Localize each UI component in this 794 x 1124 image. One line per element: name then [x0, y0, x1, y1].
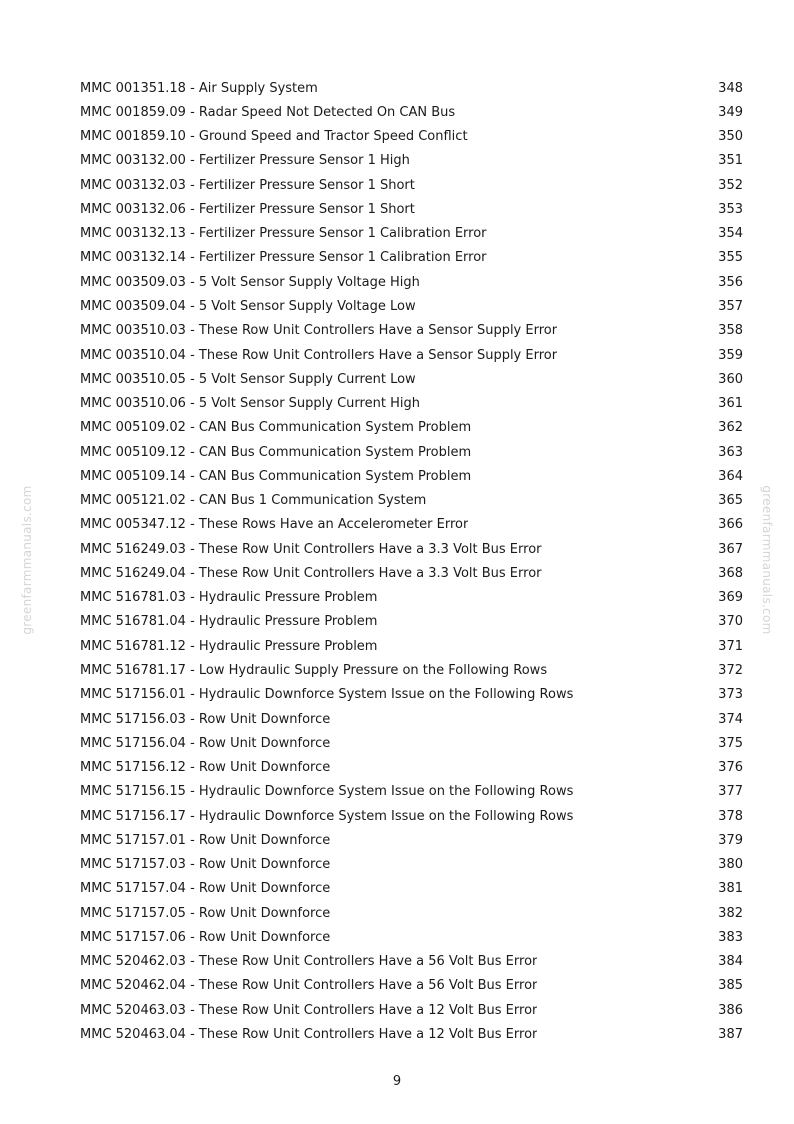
toc-entry-title: MMC 520462.03 - These Row Unit Controllers Have a 56 Volt Bus Error [80, 954, 538, 970]
toc-entry-title: MMC 516781.04 - Hydraulic Pressure Problem [80, 614, 378, 630]
toc-entry-title: MMC 520463.03 - These Row Unit Controllers Have a 12 Volt Bus Error [80, 1002, 538, 1018]
toc-entry[interactable] [80, 901, 743, 925]
toc-entry[interactable] [80, 319, 743, 343]
toc-entry[interactable] [80, 294, 743, 318]
toc-entry-page: 352 [718, 177, 743, 193]
toc-entry-title: MMC 517157.05 - Row Unit Downforce [80, 905, 331, 921]
toc-entry-title: MMC 516781.03 - Hydraulic Pressure Problem [80, 590, 378, 606]
toc-entry-page: 376 [718, 760, 743, 776]
toc-entry-page: 351 [718, 153, 743, 169]
toc-entry[interactable] [80, 100, 743, 124]
toc-entry-title: MMC 516781.17 - Low Hydraulic Supply Pressure on the Following Rows [80, 663, 548, 678]
toc-entry[interactable] [80, 246, 743, 270]
toc-entry-page: 386 [718, 1002, 743, 1018]
toc-entry[interactable] [80, 125, 743, 149]
toc-entry-title: MMC 005121.02 - CAN Bus 1 Communication System [80, 493, 427, 509]
table-of-contents [80, 76, 743, 1047]
toc-entry[interactable] [80, 634, 743, 658]
toc-entry-page: 383 [718, 929, 743, 945]
toc-entry[interactable] [80, 950, 743, 974]
toc-entry[interactable] [80, 149, 743, 173]
toc-entry-page: 381 [718, 881, 743, 897]
toc-entry[interactable] [80, 804, 743, 828]
toc-entry-page: 374 [718, 711, 743, 727]
toc-entry-title: MMC 003510.03 - These Row Unit Controllers Have a Sensor Supply Error [80, 323, 558, 339]
toc-entry[interactable] [80, 828, 743, 852]
toc-entry-page: 350 [718, 129, 743, 145]
toc-entry-title: MMC 520462.04 - These Row Unit Controllers Have a 56 Volt Bus Error [80, 978, 538, 994]
toc-entry-title: MMC 516249.03 - These Row Unit Controllers Have a 3.3 Volt Bus Error [80, 541, 542, 557]
toc-entry-title: MMC 001859.09 - Radar Speed Not Detected On CAN Bus [80, 104, 456, 120]
toc-entry[interactable] [80, 853, 743, 877]
toc-entry[interactable] [80, 610, 743, 634]
toc-entry-title: MMC 517156.12 - Row Unit Downforce [80, 760, 331, 776]
toc-entry-page: 377 [718, 784, 743, 800]
toc-entry-title: MMC 517156.03 - Row Unit Downforce [80, 711, 331, 727]
toc-entry-title: MMC 003132.03 - Fertilizer Pressure Sensor 1 Short [80, 177, 415, 193]
toc-entry-page: 363 [718, 444, 743, 460]
toc-entry-page: 348 [718, 80, 743, 96]
toc-entry-title: MMC 516781.12 - Hydraulic Pressure Problem [80, 638, 378, 654]
toc-entry-title: MMC 003509.04 - 5 Volt Sensor Supply Voltage Low [80, 299, 416, 315]
toc-entry-title: MMC 517157.03 - Row Unit Downforce [80, 857, 331, 873]
toc-entry[interactable] [80, 343, 743, 367]
toc-entry[interactable] [80, 755, 743, 779]
toc-entry[interactable] [80, 561, 743, 585]
toc-entry-page: 384 [718, 954, 743, 970]
toc-entry[interactable] [80, 416, 743, 440]
toc-entry[interactable] [80, 440, 743, 464]
toc-entry-title: MMC 517157.04 - Row Unit Downforce [80, 881, 331, 897]
toc-entry-page: 380 [718, 857, 743, 873]
toc-entry[interactable] [80, 537, 743, 561]
toc-entry-title: MMC 001859.10 - Ground Speed and Tractor Speed Conflict [80, 129, 468, 145]
toc-entry[interactable] [80, 998, 743, 1022]
toc-entry-page: 372 [718, 663, 743, 678]
toc-entry-page: 358 [718, 323, 743, 339]
toc-entry-title: MMC 005347.12 - These Rows Have an Accelerometer Error [80, 517, 469, 533]
toc-entry-page: 360 [718, 371, 743, 387]
toc-entry-title: MMC 003132.06 - Fertilizer Pressure Sensor 1 Short [80, 201, 415, 217]
toc-entry[interactable] [80, 658, 743, 682]
toc-entry[interactable] [80, 197, 743, 221]
toc-entry-page: 361 [718, 396, 743, 412]
toc-entry-page: 355 [718, 250, 743, 266]
toc-entry-page: 362 [718, 420, 743, 436]
toc-entry-page: 353 [718, 201, 743, 217]
toc-entry-title: MMC 001351.18 - Air Supply System [80, 80, 318, 96]
toc-entry[interactable] [80, 76, 743, 100]
toc-entry-title: MMC 517156.01 - Hydraulic Downforce System Issue on the Following Rows [80, 687, 574, 703]
toc-entry-title: MMC 003510.04 - These Row Unit Controllers Have a Sensor Supply Error [80, 347, 558, 363]
toc-entry-title: MMC 003132.00 - Fertilizer Pressure Sensor 1 High [80, 153, 410, 169]
toc-entry-page: 359 [718, 347, 743, 363]
toc-entry-page: 367 [718, 541, 743, 557]
toc-entry-page: 373 [718, 687, 743, 703]
toc-entry-title: MMC 517157.06 - Row Unit Downforce [80, 929, 331, 945]
toc-entry-page: 357 [718, 299, 743, 315]
toc-entry-page: 379 [718, 832, 743, 848]
toc-entry[interactable] [80, 1022, 743, 1046]
toc-entry-page: 365 [718, 493, 743, 509]
toc-entry-page: 370 [718, 614, 743, 630]
toc-entry-page: 378 [718, 808, 743, 824]
toc-entry[interactable] [80, 489, 743, 513]
toc-entry-page: 387 [718, 1026, 743, 1042]
toc-entry-title: MMC 516249.04 - These Row Unit Controllers Have a 3.3 Volt Bus Error [80, 565, 542, 581]
toc-entry[interactable] [80, 391, 743, 415]
toc-entry-title: MMC 517156.15 - Hydraulic Downforce System Issue on the Following Rows [80, 784, 574, 800]
toc-entry-page: 349 [718, 104, 743, 120]
toc-entry[interactable] [80, 270, 743, 294]
toc-entry[interactable] [80, 877, 743, 901]
watermark-right: greenfarmmanuals.com [760, 485, 774, 635]
toc-entry[interactable] [80, 513, 743, 537]
toc-entry[interactable] [80, 707, 743, 731]
toc-entry-page: 364 [718, 468, 743, 484]
toc-entry[interactable] [80, 925, 743, 949]
toc-entry[interactable] [80, 683, 743, 707]
page-number: 9 [392, 1074, 402, 1089]
toc-entry-title: MMC 003132.13 - Fertilizer Pressure Sensor 1 Calibration Error [80, 226, 487, 242]
toc-entry[interactable] [80, 367, 743, 391]
watermark-left: greenfarmmanuals.com [20, 485, 34, 635]
toc-entry[interactable] [80, 464, 743, 488]
toc-entry-page: 354 [718, 226, 743, 242]
toc-entry-title: MMC 005109.14 - CAN Bus Communication System Problem [80, 468, 472, 484]
toc-entry-page: 369 [718, 590, 743, 606]
toc-entry-page: 371 [718, 638, 743, 654]
toc-entry-title: MMC 003509.03 - 5 Volt Sensor Supply Voltage High [80, 274, 420, 290]
toc-entry-title: MMC 003510.06 - 5 Volt Sensor Supply Current High [80, 396, 420, 412]
toc-entry[interactable] [80, 173, 743, 197]
toc-entry-title: MMC 005109.12 - CAN Bus Communication System Problem [80, 444, 472, 460]
toc-entry-title: MMC 517156.17 - Hydraulic Downforce System Issue on the Following Rows [80, 808, 574, 824]
toc-entry-page: 356 [718, 274, 743, 290]
toc-entry-title: MMC 003510.05 - 5 Volt Sensor Supply Current Low [80, 371, 416, 387]
toc-entry[interactable] [80, 974, 743, 998]
toc-entry-page: 385 [718, 978, 743, 994]
toc-entry-page: 366 [718, 517, 743, 533]
toc-entry-title: MMC 517157.01 - Row Unit Downforce [80, 832, 331, 848]
toc-entry-title: MMC 005109.02 - CAN Bus Communication System Problem [80, 420, 472, 436]
toc-entry-title: MMC 003132.14 - Fertilizer Pressure Sensor 1 Calibration Error [80, 250, 487, 266]
toc-entry[interactable] [80, 780, 743, 804]
toc-entry-page: 382 [718, 905, 743, 921]
toc-entry-title: MMC 520463.04 - These Row Unit Controllers Have a 12 Volt Bus Error [80, 1026, 538, 1042]
toc-entry[interactable] [80, 731, 743, 755]
toc-entry-page: 375 [718, 735, 743, 751]
toc-entry-page: 368 [718, 565, 743, 581]
toc-entry-title: MMC 517156.04 - Row Unit Downforce [80, 735, 331, 751]
toc-entry[interactable] [80, 586, 743, 610]
toc-entry[interactable] [80, 222, 743, 246]
